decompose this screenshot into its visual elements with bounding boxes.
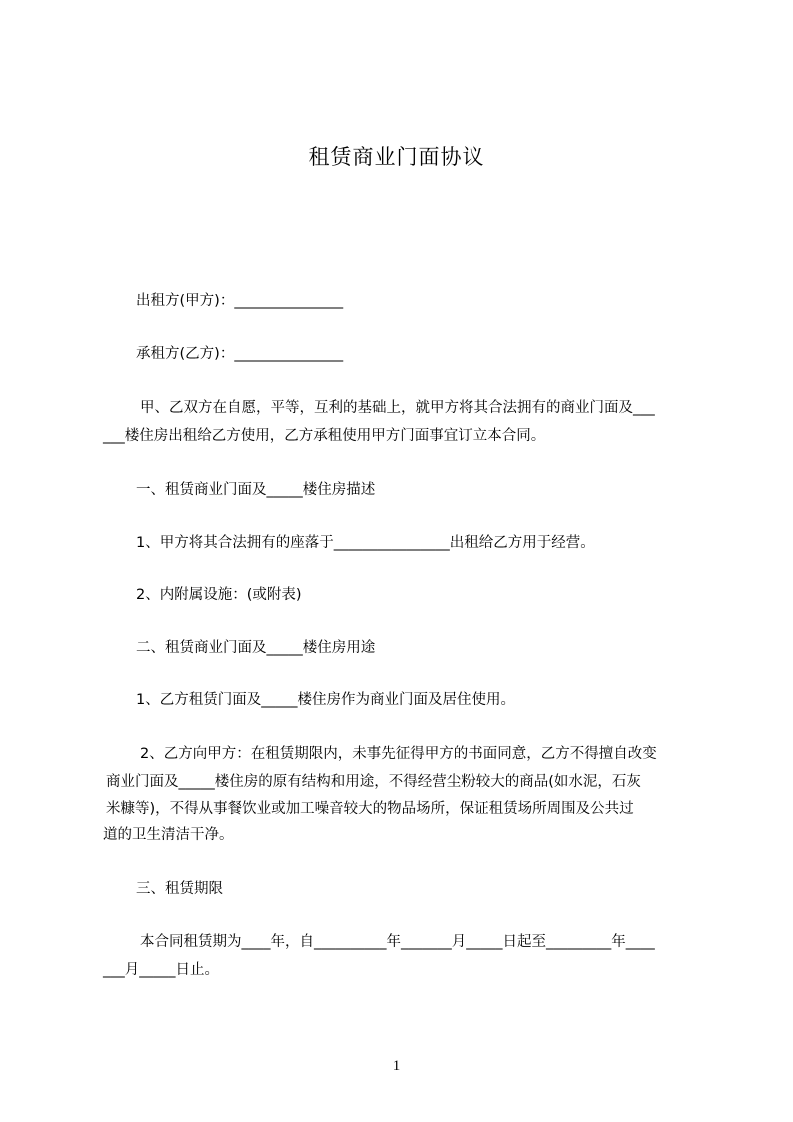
page-number: 1 xyxy=(392,1058,401,1074)
section-1-heading: 一、租赁商业门面及_____楼住房描述 xyxy=(136,482,376,498)
section-1-item-1: 1、甲方将其合法拥有的座落于________________出租给乙方用于经营。 xyxy=(136,535,595,551)
section-2-item-2-line-4: 道的卫生清洁干净。 xyxy=(103,827,234,843)
section-2-item-2-line-3: 米糠等)，不得从事餐饮业或加工噪音较大的物品场所，保证租赁场所周围及公共过 xyxy=(106,801,634,817)
lease-term-line-1: 本合同租赁期为____年，自__________年_______月_____日起至_________年____ xyxy=(140,934,655,950)
lease-term-line-2: ___月_____日止。 xyxy=(103,962,219,978)
lessee-line: 承租方(乙方)：_______________ xyxy=(136,346,344,362)
document-title: 租赁商业门面协议 xyxy=(308,145,485,169)
intro-line-2: ___楼住房出租给乙方使用，乙方承租使用甲方门面事宜订立本合同。 xyxy=(103,428,546,444)
section-2-heading: 二、租赁商业门面及_____楼住房用途 xyxy=(136,640,376,656)
section-2-item-2-line-2: 商业门面及_____楼住房的原有结构和用途，不得经营尘粉较大的商品(如水泥，石灰 xyxy=(106,774,641,790)
section-2-item-2-line-1: 2、乙方向甲方：在租赁期限内，未事先征得甲方的书面同意，乙方不得擅自改变 xyxy=(140,746,657,762)
lessor-line: 出租方(甲方)：_______________ xyxy=(136,293,344,309)
intro-line-1: 甲、乙双方在自愿，平等，互利的基础上，就甲方将其合法拥有的商业门面及___ xyxy=(140,400,655,416)
section-1-item-2: 2、内附属设施：(或附表) xyxy=(136,587,302,603)
section-3-heading: 三、租赁期限 xyxy=(136,881,223,897)
section-2-item-1: 1、乙方租赁门面及_____楼住房作为商业门面及居住使用。 xyxy=(136,692,515,708)
